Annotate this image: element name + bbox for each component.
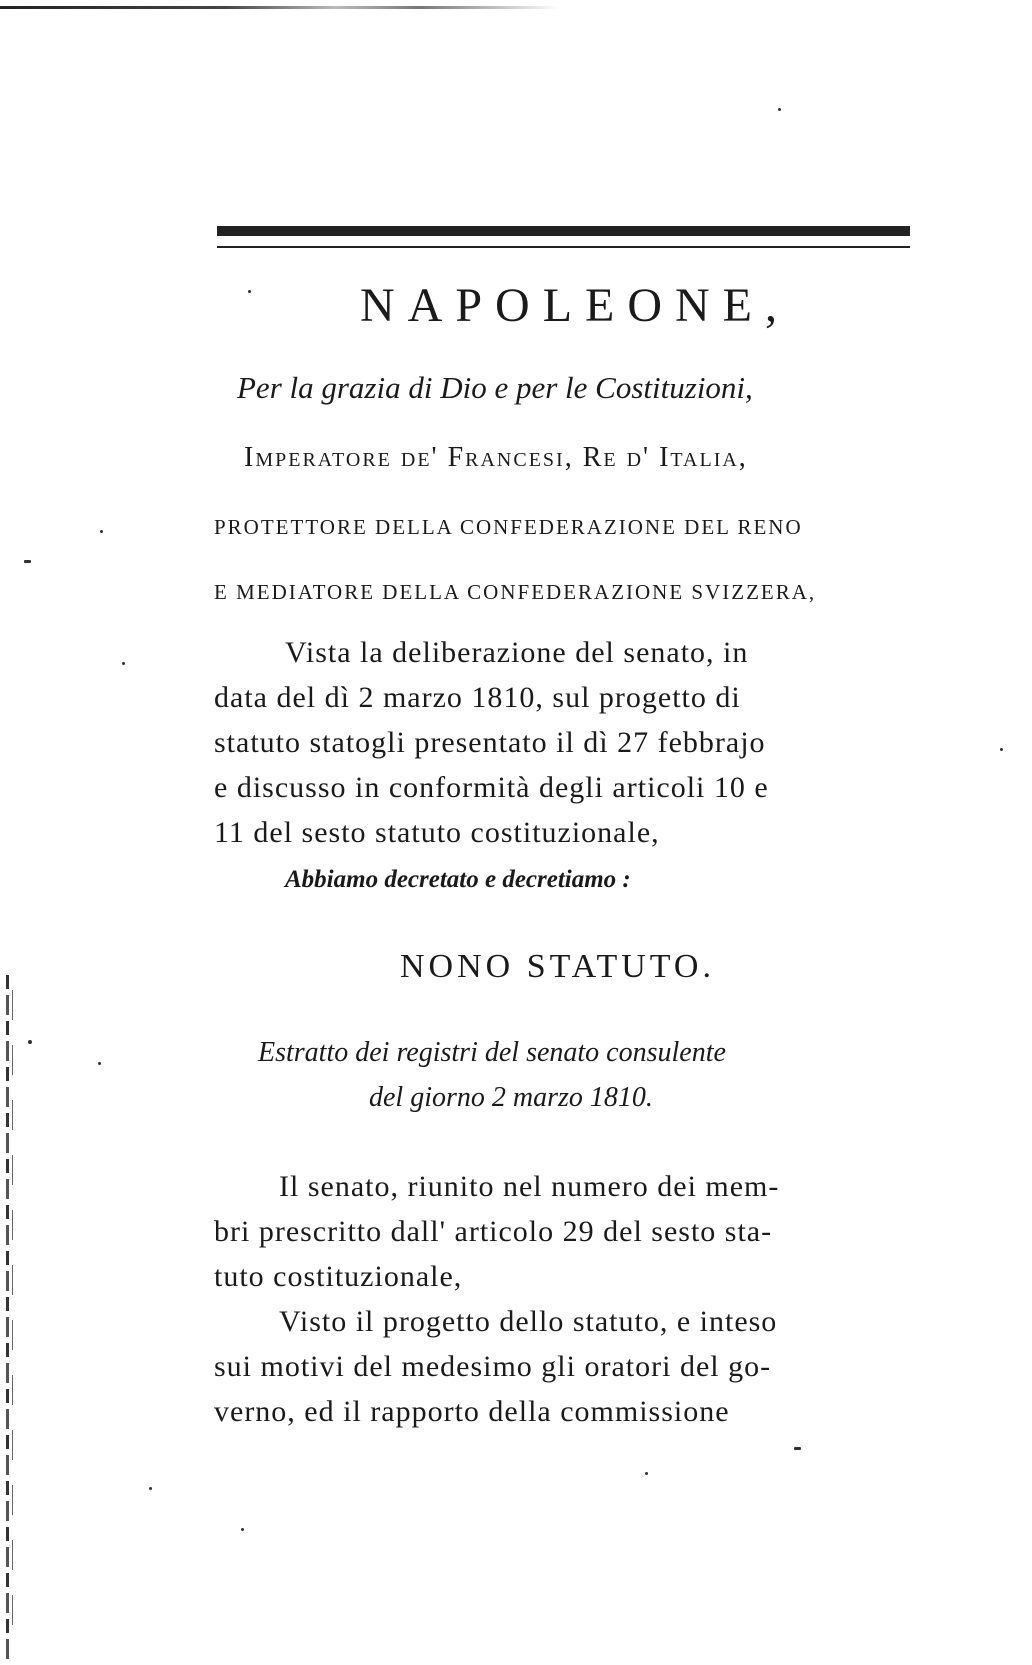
body-line: tuto costituzionale, [214, 1260, 463, 1293]
preamble-line: data del dì 2 marzo 1810, sul progetto di [214, 681, 741, 714]
scan-artifact-left-edge [6, 975, 9, 1665]
excerpt-line: del giorno 2 marzo 1810. [369, 1082, 653, 1113]
scan-speck [149, 1487, 152, 1490]
mediator-line: E MEDIATORE DELLA CONFEDERAZIONE SVIZZERA, [214, 580, 817, 604]
scan-speck [28, 1040, 32, 1044]
protector-line: PROTETTORE DELLA CONFEDERAZIONE DEL RENO [214, 515, 803, 539]
preamble-line: statuto statogli presentato il dì 27 febbrajo [214, 726, 766, 759]
page-title: NAPOLEONE, [360, 279, 790, 332]
scan-speck [645, 1472, 648, 1475]
subtitle: Per la grazia di Dio e per le Costituzioni, [237, 370, 753, 405]
excerpt-line: Estratto dei registri del senato consulente [258, 1037, 726, 1068]
scan-speck [794, 1447, 801, 1450]
preamble-line: e discusso in conformità degli articoli 10 e [214, 771, 769, 804]
scan-speck [778, 108, 781, 111]
scan-speck [1000, 748, 1003, 751]
titles-line: Imperatore de' Francesi, Re d' Italia, [244, 442, 748, 473]
scan-artifact-top [0, 6, 560, 9]
preamble-line: 11 del sesto statuto costituzionale, [214, 816, 660, 849]
scan-speck [100, 530, 103, 533]
scan-speck [241, 1528, 244, 1531]
scan-speck [98, 1062, 101, 1065]
scan-speck [24, 560, 31, 563]
scan-speck [122, 662, 125, 665]
header-rule-thick [217, 226, 910, 236]
body-line: verno, ed il rapporto della commissione [214, 1395, 730, 1428]
scan-speck [248, 290, 251, 293]
statute-heading: NONO STATUTO. [400, 948, 715, 985]
preamble-line: Vista la deliberazione del senato, in [285, 636, 749, 669]
decree-line: Abbiamo decretato e decretiamo : [285, 866, 631, 893]
body-line: bri prescritto dall' articolo 29 del sesto sta- [214, 1215, 773, 1248]
body-line: Il senato, riunito nel numero dei mem- [279, 1170, 780, 1203]
body-line: sui motivi del medesimo gli oratori del go- [214, 1350, 772, 1383]
scan-artifact-left-edge-inner [12, 990, 13, 1630]
body-line: Visto il progetto dello statuto, e inteso [279, 1305, 778, 1338]
header-rule-thin [217, 246, 910, 248]
